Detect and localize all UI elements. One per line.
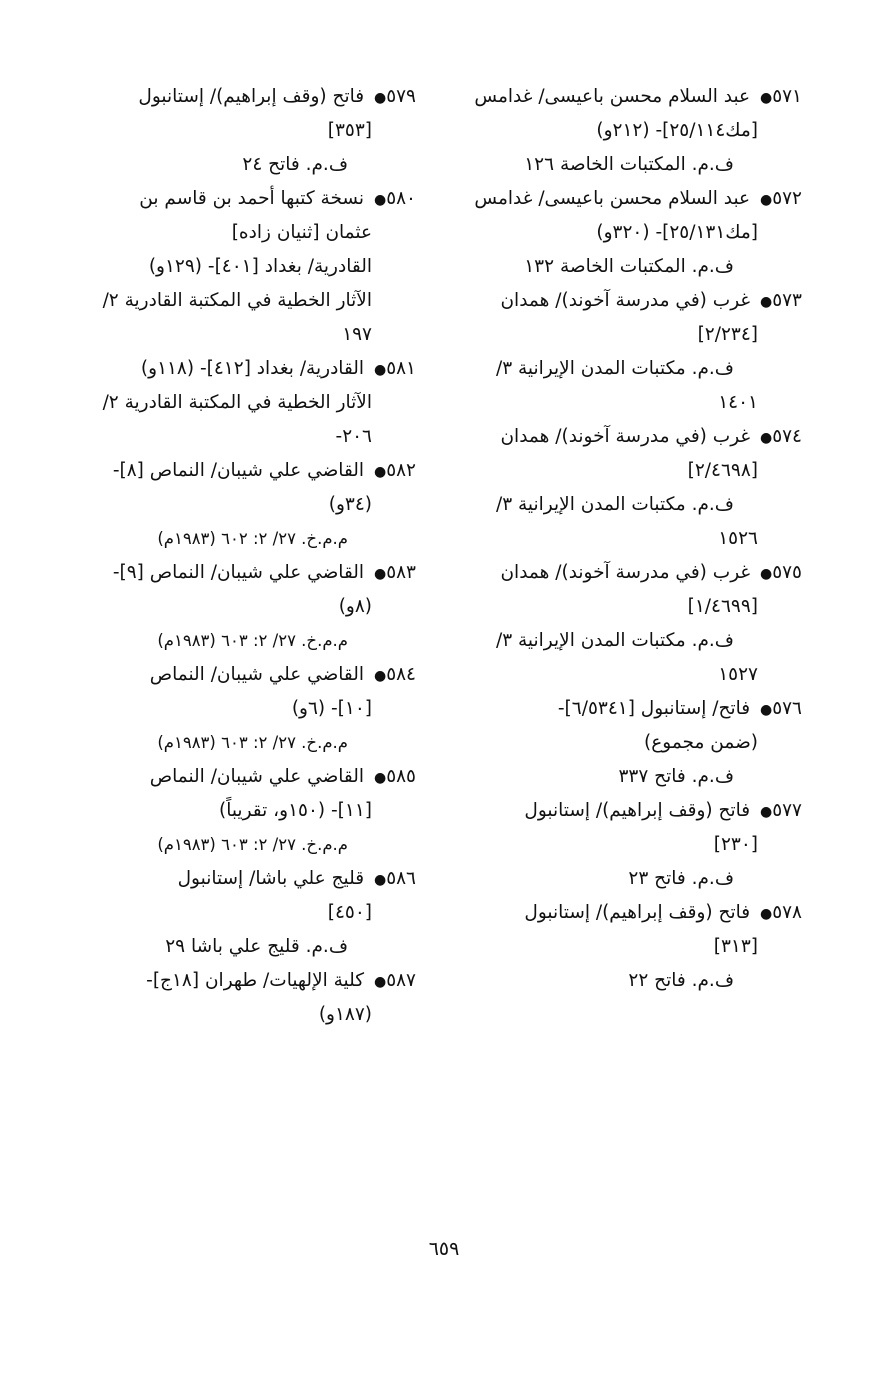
entry-573 [458,284,802,420]
entry-reference: م.م.خ. ٢٧/ ٢: ٦٠٣ (١٩٨٣م) [157,835,348,854]
entry-reference: الآثار الخطية في المكتبة القادرية ٢/ [102,290,372,311]
entry-reference: ف.م. فاتح ٣٣٧ [618,766,734,787]
entry-reference: ف.م. المكتبات الخاصة ١٣٢ [524,256,734,277]
entry-571 [458,80,802,182]
bullet-icon: ● [759,906,773,922]
right-column [458,80,802,998]
entry-shelfmark: [٤٥٠] [327,902,372,923]
entry-587 [72,964,416,1032]
entry-shelfmark: (ضمن مجموع) [644,732,758,753]
entry-title: غرب (في مدرسة آخوند)/ همدان [500,290,751,311]
bullet-icon: ● [373,566,387,582]
entry-reference: ف.م. فاتح ٢٢ [628,970,734,991]
entry-title: فاتح (وقف إبراهيم)/ إستانبول [524,800,751,821]
entry-580 [72,182,416,352]
page-number: ٦٥٩ [428,1238,460,1260]
bullet-icon: ● [759,804,773,820]
entry-title: عبد السلام محسن باعيسى/ غدامس [474,188,751,209]
entry-number: ٥٧٦ [772,698,802,719]
entry-reference: م.م.خ. ٢٧/ ٢: ٦٠٢ (١٩٨٣م) [157,529,348,548]
entry-title: قليج علي باشا/ إستانبول [177,868,365,889]
entry-title: عبد السلام محسن باعيسى/ غدامس [474,86,751,107]
entry-shelfmark: [٣١٣] [713,936,758,957]
entry-number: ٥٧٤ [772,426,802,447]
entry-reference: ف.م. المكتبات الخاصة ١٢٦ [524,154,734,175]
entry-shelfmark: [٢٣٠] [713,834,758,855]
entry-title: كلية الإلهيات/ طهران [١٨ج]- [146,970,365,991]
entry-number: ٥٧٨ [772,902,802,923]
entry-shelfmark: [١٠]- (٦و) [291,698,372,719]
entry-title: فاتح (وقف إبراهيم)/ إستانبول [138,86,365,107]
entry-title: القادرية/ بغداد [٤١٢]- (١١٨و) [140,358,365,379]
entry-title: نسخة كتبها أحمد بن قاسم بن [139,188,365,209]
entry-shelfmark: [مك٢٥/١٣١]- (٣٢٠و) [596,222,758,243]
entry-reference-page: ١٤٠١ [718,392,758,413]
bullet-icon: ● [759,566,773,582]
entry-reference: م.م.خ. ٢٧/ ٢: ٦٠٣ (١٩٨٣م) [157,733,348,752]
entry-title: القاضي علي شيبان/ النماص [149,766,365,787]
entry-shelfmark: [٢/٢٣٤] [697,324,758,345]
entry-reference: ف.م. مكتبات المدن الإيرانية ٣/ [495,630,734,651]
entry-reference: ف.م. فاتح ٢٣ [628,868,734,889]
entry-577 [458,794,802,896]
entry-579 [72,80,416,182]
entry-reference-page: ٢٠٦- [335,426,372,447]
entry-shelfmark: القادرية/ بغداد [٤٠١]- (١٢٩و) [148,256,372,277]
entry-reference-page: ١٥٢٧ [718,664,758,685]
entry-581 [72,352,416,454]
entry-584 [72,658,416,760]
entry-folios: (٣٤و) [328,494,372,515]
entry-title-continued: عثمان [ثنيان زاده] [231,222,372,243]
entry-title: القاضي علي شيبان/ النماص [٨]- [112,460,365,481]
left-column [72,80,416,1032]
entry-title: غرب (في مدرسة آخوند)/ همدان [500,562,751,583]
bullet-icon: ● [373,668,387,684]
entry-title: القاضي علي شيبان/ النماص [149,664,365,685]
entry-reference: ف.م. مكتبات المدن الإيرانية ٣/ [495,358,734,379]
entry-reference: ف.م. قليج علي باشا ٢٩ [165,936,348,957]
entry-574 [458,420,802,556]
entry-number: ٥٨٠ [386,188,416,209]
bullet-icon: ● [759,90,773,106]
bullet-icon: ● [759,294,773,310]
entry-title: غرب (في مدرسة آخوند)/ همدان [500,426,751,447]
bullet-icon: ● [759,430,773,446]
entry-title: القاضي علي شيبان/ النماص [٩]- [112,562,365,583]
bullet-icon: ● [373,464,387,480]
entry-number: ٥٧٢ [772,188,802,209]
entry-title: فاتح/ إستانبول [٦/٥٣٤١]- [557,698,751,719]
bullet-icon: ● [373,192,387,208]
entry-number: ٥٧٥ [772,562,802,583]
entry-586 [72,862,416,964]
bullet-icon: ● [759,702,773,718]
entry-number: ٥٨٤ [386,664,416,685]
entry-reference: الآثار الخطية في المكتبة القادرية ٢/ [102,392,372,413]
entry-reference: م.م.خ. ٢٧/ ٢: ٦٠٣ (١٩٨٣م) [157,631,348,650]
entry-585 [72,760,416,862]
entry-583 [72,556,416,658]
entry-number: ٥٨٧ [386,970,416,991]
entry-number: ٥٨٣ [386,562,416,583]
bullet-icon: ● [373,872,387,888]
entry-578 [458,896,802,998]
entry-576 [458,692,802,794]
entry-number: ٥٧٩ [386,86,416,107]
entry-number: ٥٨٢ [386,460,416,481]
entry-reference-page: ١٩٧ [342,324,372,345]
entry-folios: (١٨٧و) [318,1004,372,1025]
entry-title: فاتح (وقف إبراهيم)/ إستانبول [524,902,751,923]
entry-shelfmark: [١/٤٦٩٩] [687,596,758,617]
entry-shelfmark: [١١]- (١٥٠و، تقريباً) [219,800,372,821]
bullet-icon: ● [373,974,387,990]
entry-shelfmark: [مك٢٥/١١٤]- (٢١٢و) [596,120,758,141]
entry-folios: (٨و) [338,596,372,617]
entry-shelfmark: [٢/٤٦٩٨] [687,460,758,481]
entry-reference: ف.م. مكتبات المدن الإيرانية ٣/ [495,494,734,515]
entry-572 [458,182,802,284]
bullet-icon: ● [373,90,387,106]
entry-575 [458,556,802,692]
entry-shelfmark: [٣٥٣] [327,120,372,141]
entry-reference-page: ١٥٢٦ [718,528,758,549]
bullet-icon: ● [373,362,387,378]
bullet-icon: ● [373,770,387,786]
entry-number: ٥٧٧ [772,800,802,821]
entry-582 [72,454,416,556]
entry-number: ٥٧١ [772,86,802,107]
entry-number: ٥٨١ [386,358,416,379]
entry-number: ٥٨٥ [386,766,416,787]
entry-number: ٥٧٣ [772,290,802,311]
entry-number: ٥٨٦ [386,868,416,889]
bullet-icon: ● [759,192,773,208]
entry-reference: ف.م. فاتح ٢٤ [242,154,348,175]
